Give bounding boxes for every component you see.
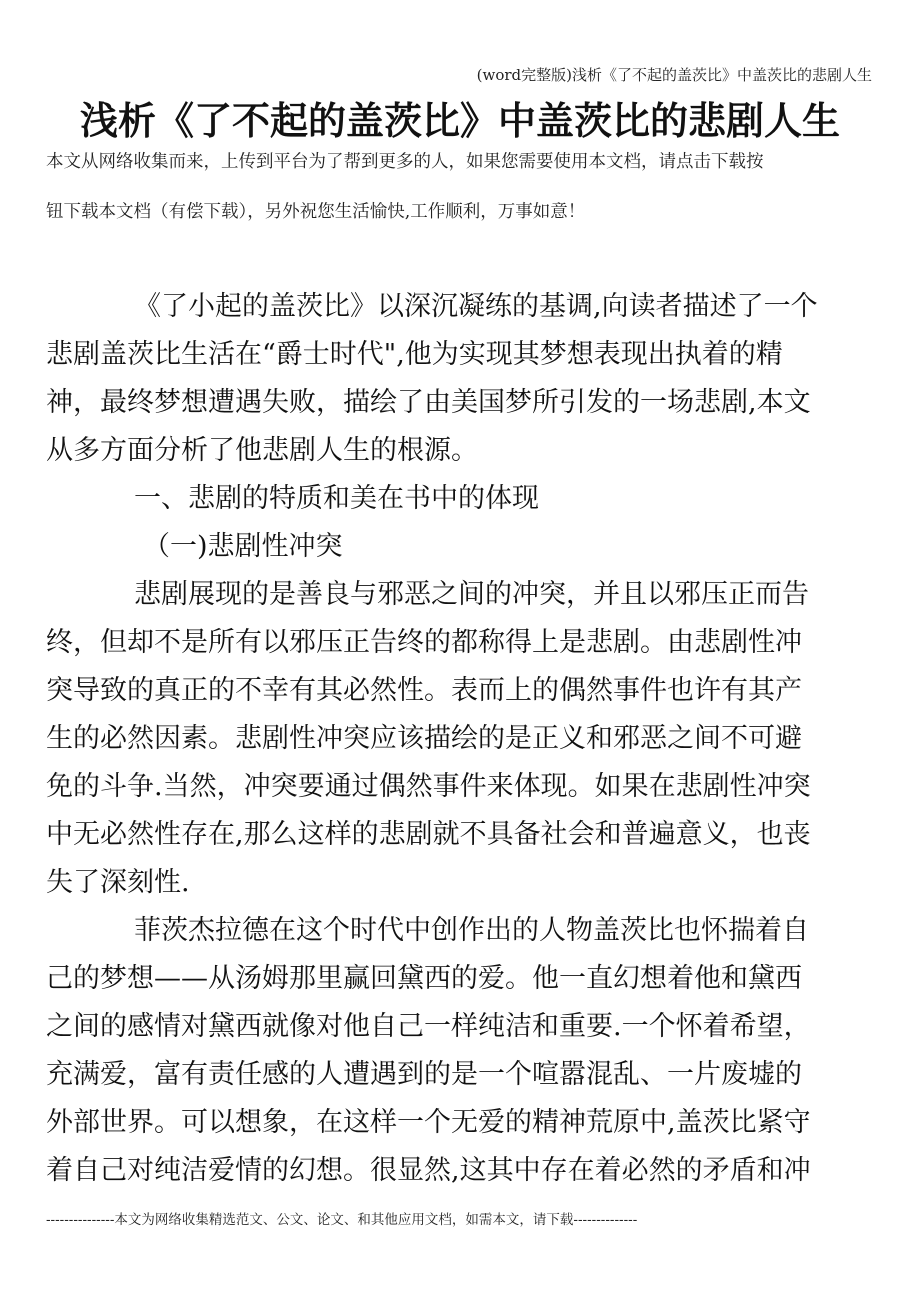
body-line: 终，但却不是所有以邪压正告终的都称得上是悲剧。由悲剧性冲: [46, 627, 802, 658]
download-notice-line-2: 钮下载本文档（有偿下载），另外祝您生活愉快,工作顺利，万事如意！: [46, 202, 586, 222]
body-line: 菲茨杰拉德在这个时代中创作出的人物盖茨比也怀揣着自: [134, 915, 809, 946]
article-body: [46, 283, 876, 1195]
download-notice-line-1: 本文从网络收集而来，上传到平台为了帮到更多的人，如果您需要使用本文档，请点击下载按: [46, 152, 764, 172]
section-heading: 一、悲剧的特质和美在书中的体现: [134, 483, 539, 514]
body-line: 生的必然因素。悲剧性冲突应该描绘的是正义和邪恶之间不可避: [46, 723, 802, 754]
body-line: 突导致的真正的不幸有其必然性。表而上的偶然事件也许有其产: [46, 675, 802, 706]
body-line: 外部世界。可以想象，在这样一个无爱的精神荒原中,盖茨比紧守: [46, 1107, 811, 1138]
body-line: 神，最终梦想遭遇失败，描绘了由美国梦所引发的一场悲剧,本文: [46, 387, 811, 418]
body-line: 中无必然性存在,那么这样的悲剧就不具备社会和普遍意义，也丧: [46, 819, 811, 850]
body-line: 失了深刻性.: [46, 867, 190, 898]
body-line: 着自己对纯洁爱情的幻想。很显然,这其中存在着必然的矛盾和冲: [46, 1155, 811, 1186]
body-line: 悲剧展现的是善良与邪恶之间的冲突，并且以邪压正而告: [134, 579, 809, 610]
body-line: 免的斗争.当然，冲突要通过偶然事件来体现。如果在悲剧性冲突: [46, 771, 811, 802]
body-line: 之间的感情对黛西就像对他自己一样纯洁和重要.一个怀着希望，: [46, 1011, 811, 1042]
body-line: 悲剧盖茨比生活在“爵士时代",他为实现其梦想表现出执着的精: [46, 339, 783, 370]
page-footer: ---------------本文为网络收集精选范文、公文、论文、和其他应用文档，如需本文，请下载--------------: [46, 1212, 638, 1228]
running-header: (word完整版)浅析《了不起的盖茨比》中盖茨比的悲剧人生: [476, 66, 872, 84]
body-line: 充满爱，富有责任感的人遭遇到的是一个喧嚣混乱、一片废墟的: [46, 1059, 802, 1090]
subsection-heading: （一)悲剧性冲突: [143, 531, 343, 562]
body-line: 《了小起的盖茨比》以深沉凝练的基调,向读者描述了一个: [134, 291, 818, 322]
body-line: 己的梦想——从汤姆那里赢回黛西的爱。他一直幻想着他和黛西: [46, 963, 802, 994]
document-title: 浅析《了不起的盖茨比》中盖茨比的悲剧人生: [79, 99, 840, 143]
body-line: 从多方面分析了他悲剧人生的根源。: [46, 435, 478, 466]
